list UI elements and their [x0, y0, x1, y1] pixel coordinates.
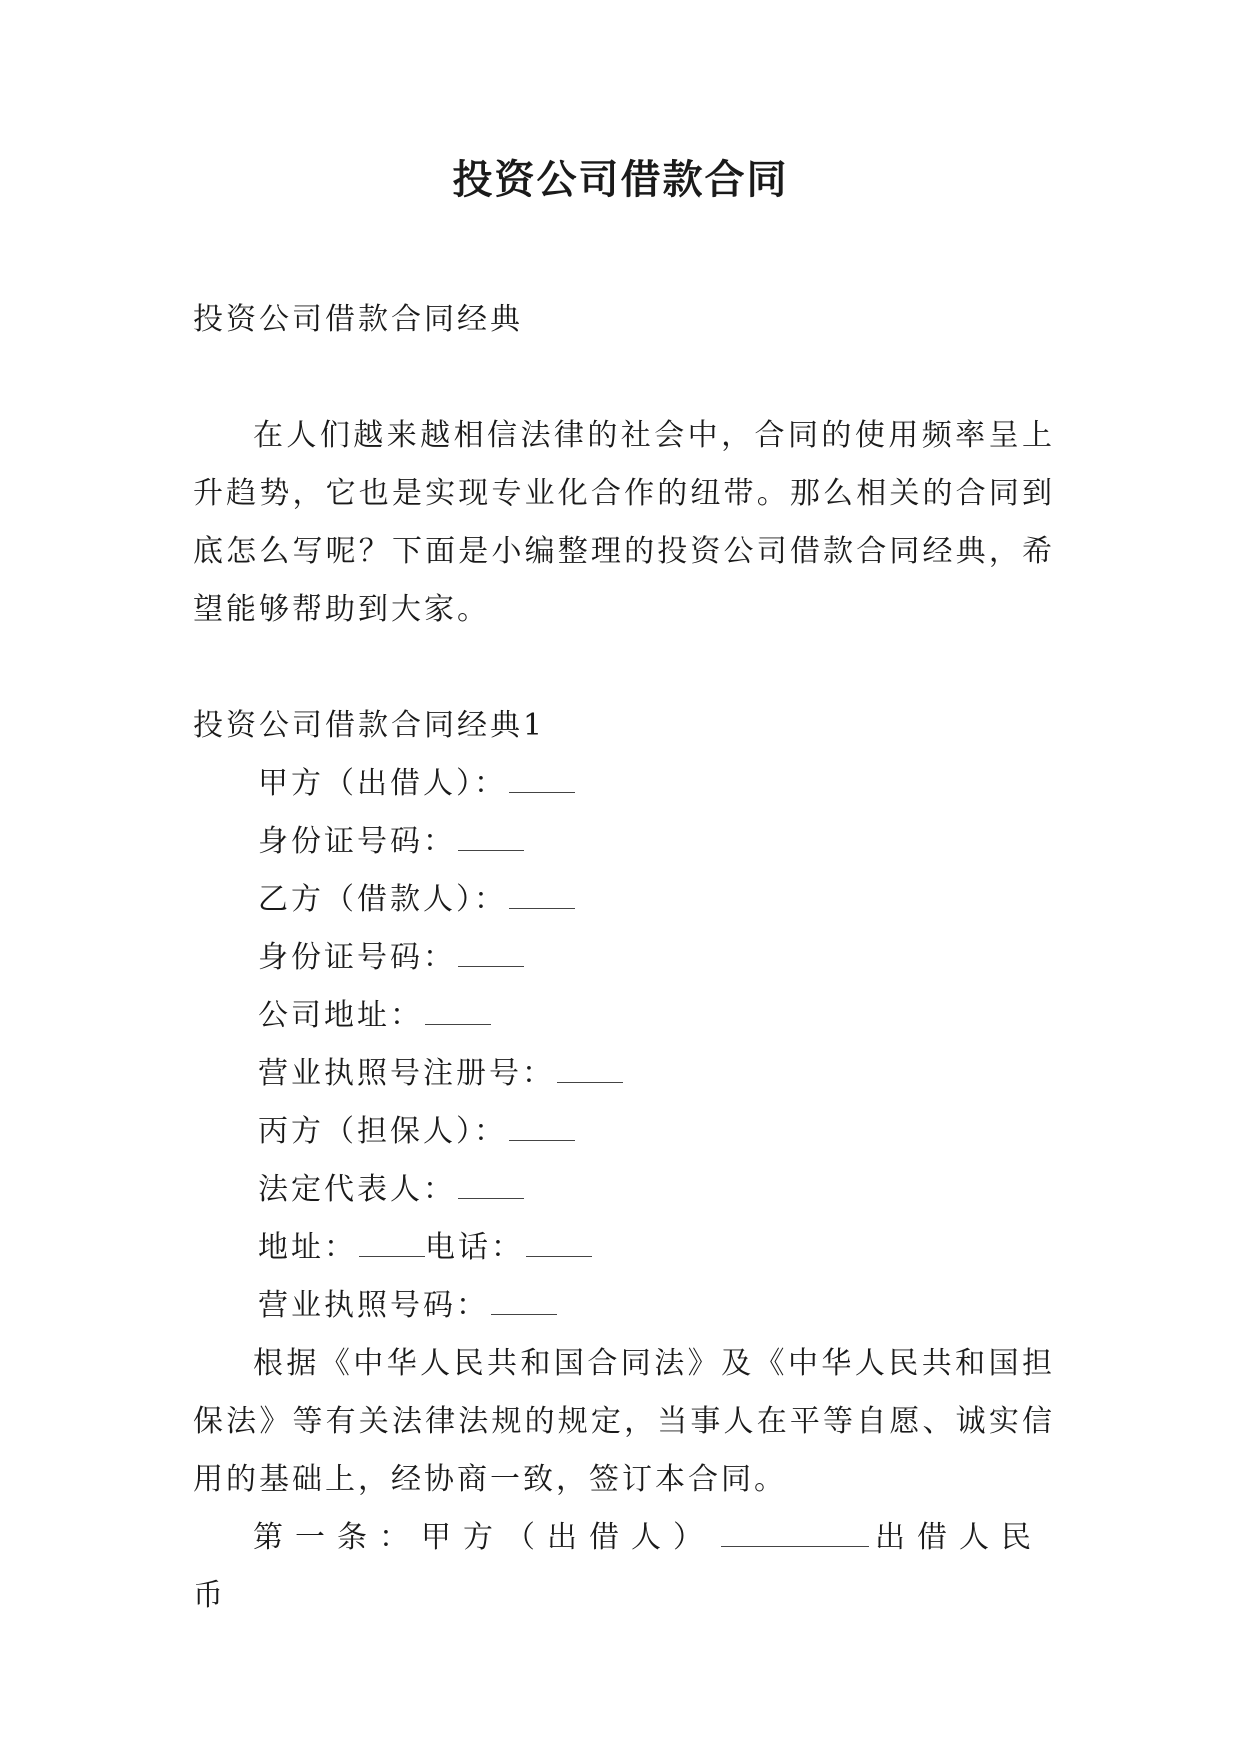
fill-blank	[359, 1232, 425, 1257]
field-label: 身份证号码：	[258, 940, 456, 975]
field-label: 公司地址：	[258, 998, 423, 1033]
field-address-phone	[193, 1219, 1055, 1277]
document-body	[193, 291, 1055, 1625]
field-label: 丙方（担保人）：	[258, 1114, 507, 1149]
fill-blank	[557, 1058, 623, 1083]
fill-blank	[721, 1522, 869, 1547]
document-subtitle: 投资公司借款合同经典	[193, 302, 523, 337]
article-1-start: 第一条：甲方（出借人）	[253, 1520, 715, 1555]
field-label: 甲方（出借人）：	[258, 766, 507, 801]
field-business-license	[193, 1277, 1055, 1335]
field-legal-representative	[193, 1161, 1055, 1219]
field-lender	[193, 755, 1055, 813]
field-borrower	[193, 871, 1055, 929]
field-label: 乙方（借款人）：	[258, 882, 507, 917]
field-borrower-id	[193, 929, 1055, 987]
phone-label: 电话：	[425, 1230, 524, 1265]
fill-blank	[509, 1116, 575, 1141]
field-lender-id	[193, 813, 1055, 871]
article-1-end: 出借人民币	[193, 1520, 1043, 1613]
fill-blank	[509, 884, 575, 909]
address-label: 地址：	[258, 1230, 357, 1265]
field-label: 身份证号码：	[258, 824, 456, 859]
field-company-address	[193, 987, 1055, 1045]
basis-paragraph: 根据《中华人民共和国合同法》及《中华人民共和国担保法》等有关法律法规的规定，当事人在平等自愿、诚实信用的基础上，经协商一致，签订本合同。	[193, 1346, 1055, 1497]
article-1	[193, 1509, 1055, 1625]
fill-blank	[458, 1174, 524, 1199]
document-title: 投资公司借款合同	[452, 156, 789, 203]
fill-blank	[491, 1290, 557, 1315]
field-label: 法定代表人：	[258, 1172, 456, 1207]
fill-blank	[458, 826, 524, 851]
fill-blank	[509, 768, 575, 793]
field-label: 营业执照号注册号：	[258, 1056, 555, 1091]
section-title: 投资公司借款合同经典1	[193, 708, 546, 743]
intro-paragraph: 在人们越来越相信法律的社会中，合同的使用频率呈上升趋势，它也是实现专业化合作的纽带。那么相关的合同到底怎么写呢？下面是小编整理的投资公司借款合同经典，希望能够帮助到大家。	[193, 418, 1055, 627]
fill-blank	[526, 1232, 592, 1257]
license-label: 营业执照号码：	[258, 1288, 489, 1323]
field-registration-number	[193, 1045, 1055, 1103]
fill-blank	[458, 942, 524, 967]
fill-blank	[425, 1000, 491, 1025]
field-guarantor	[193, 1103, 1055, 1161]
